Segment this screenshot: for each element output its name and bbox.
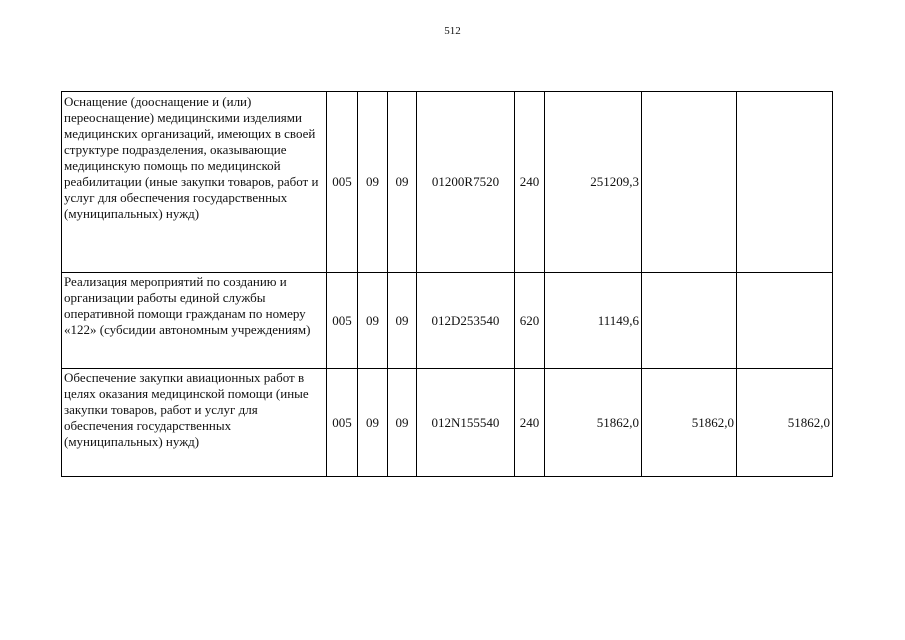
table-row [62, 92, 833, 273]
expense-type-code: 620 [515, 273, 545, 369]
page-number: 512 [444, 25, 461, 37]
amount-year-2 [642, 273, 737, 369]
row-description: Обеспечение закупки авиационных работ в целях оказания медицинской помощи (иные закупки товаров, работ и услуг для обеспечения государственных (муниципальных) нужд) [62, 369, 327, 477]
budget-table [61, 91, 833, 477]
table-row [62, 369, 833, 477]
row-description: Оснащение (дооснащение и (или) переоснащение) медицинскими изделиями медицинских организаций, имеющих в своей структуре подразделения, оказывающие медицинскую помощь по медицинской реабилитации (иные закупки товаров, работ и услуг для обеспечения государственных (муниципальных) нужд) [62, 92, 327, 273]
subsection-code: 09 [388, 273, 417, 369]
row-description: Реализация мероприятий по созданию и организации работы единой службы оперативной помощи гражданам по номеру «122» (субсидии автономным учреждениям) [62, 273, 327, 369]
ministry-code: 005 [327, 369, 358, 477]
amount-year-2: 51862,0 [642, 369, 737, 477]
expense-type-code: 240 [515, 92, 545, 273]
subsection-code: 09 [388, 92, 417, 273]
amount-year-1: 51862,0 [545, 369, 642, 477]
target-article-code: 012N155540 [417, 369, 515, 477]
section-code: 09 [358, 92, 388, 273]
target-article-code: 012D253540 [417, 273, 515, 369]
ministry-code: 005 [327, 92, 358, 273]
amount-year-3 [737, 92, 833, 273]
expense-type-code: 240 [515, 369, 545, 477]
amount-year-1: 11149,6 [545, 273, 642, 369]
section-code: 09 [358, 273, 388, 369]
table-row [62, 273, 833, 369]
amount-year-3: 51862,0 [737, 369, 833, 477]
amount-year-3 [737, 273, 833, 369]
target-article-code: 01200R7520 [417, 92, 515, 273]
amount-year-2 [642, 92, 737, 273]
subsection-code: 09 [388, 369, 417, 477]
ministry-code: 005 [327, 273, 358, 369]
section-code: 09 [358, 369, 388, 477]
amount-year-1: 251209,3 [545, 92, 642, 273]
